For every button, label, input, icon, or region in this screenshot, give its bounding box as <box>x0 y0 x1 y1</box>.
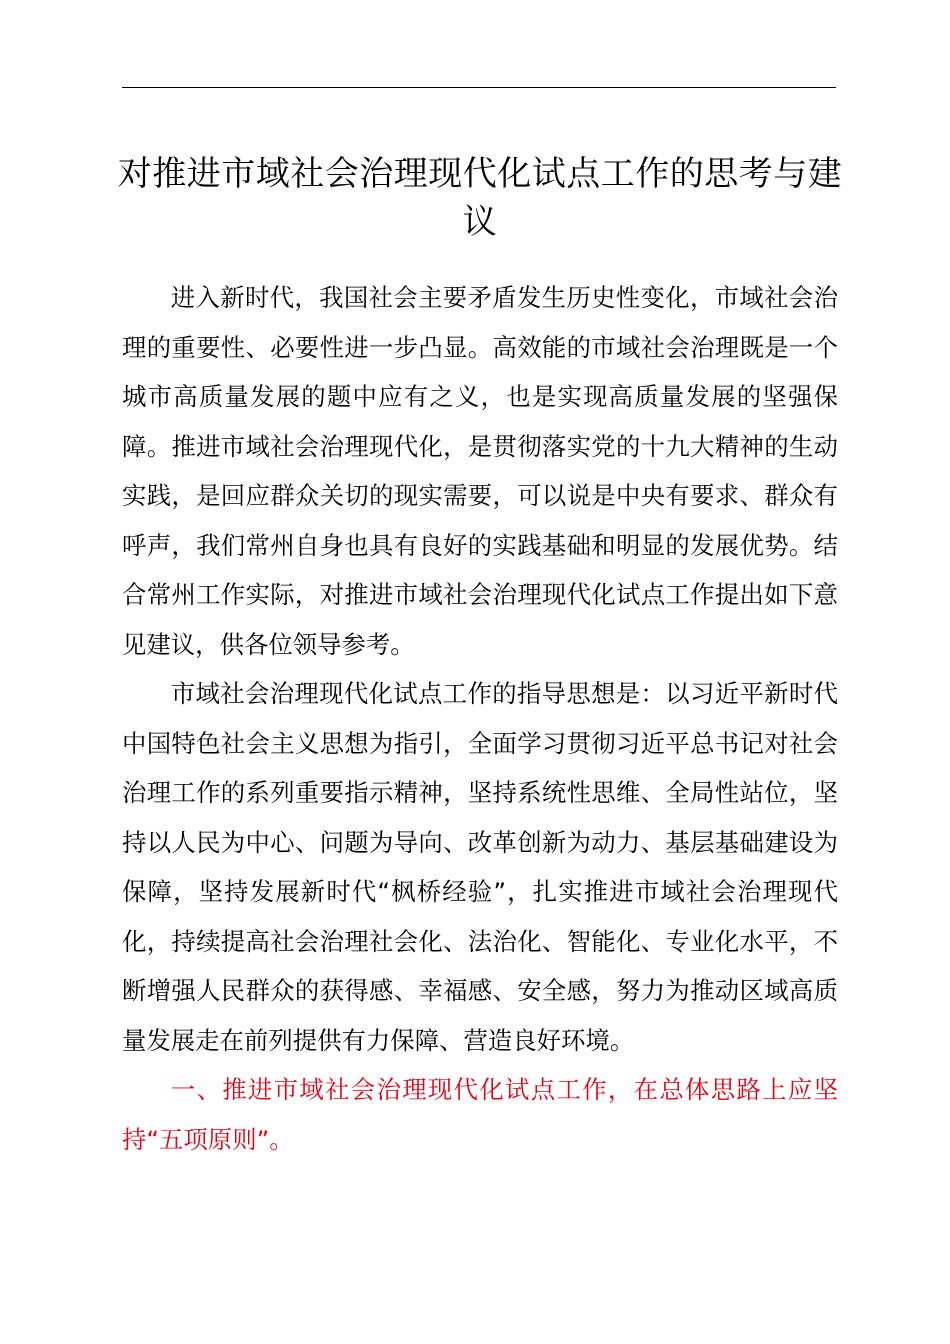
paragraph-guiding-ideology: 市域社会治理现代化试点工作的指导思想是：以习近平新时代中国特色社会主义思想为指引，全面学习贯彻习近平总书记对社会治理工作的系列重要指示精神，坚持系统性思维、全局性站位，坚持以人民为中心、问题为导向、改革创新为动力、基层基础建设为保障，坚持发展新时代“枫桥经验”，扎实推进市域社会治理现代化，持续提高社会治理社会化、法治化、智能化、专业化水平，不断增强人民群众的获得感、幸福感、安全感，努力为推动区域高质量发展走在前列提供有力保障、营造良好环境。 <box>122 679 838 1055</box>
document-body <box>122 273 838 1164</box>
paragraph-intro: 进入新时代，我国社会主要矛盾发生历史性变化，市域社会治理的重要性、必要性进一步凸显。高效能的市域社会治理既是一个城市高质量发展的题中应有之义，也是实现高质量发展的坚强保障。推进市域社会治理现代化，是贯彻落实党的十九大精神的生动实践，是回应群众关切的现实需要，可以说是中央有要求、群众有呼声，我们常州自身也具有良好的实践基础和明显的发展优势。结合常州工作实际，对推进市域社会治理现代化试点工作提出如下意见建议，供各位领导参考。 <box>122 283 838 659</box>
header-rule <box>122 87 836 88</box>
document-title: 对推进市域社会治理现代化试点工作的思考与建议 <box>117 154 843 242</box>
section-heading-one: 一、推进市域社会治理现代化试点工作，在总体思路上应坚持“五项原则”。 <box>122 1075 838 1154</box>
